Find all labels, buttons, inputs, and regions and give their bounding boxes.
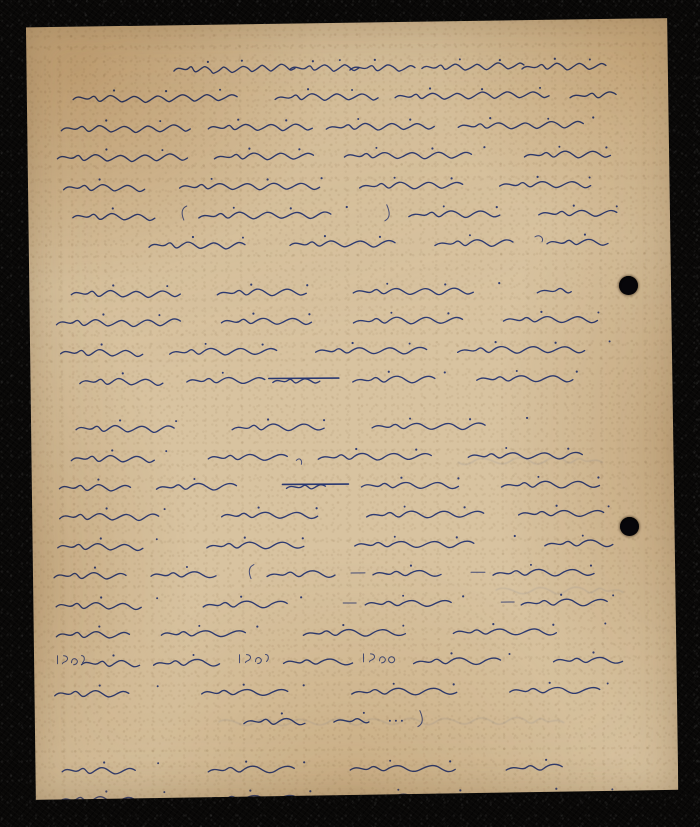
- manuscript-page: [25, 18, 679, 800]
- text-line: [59, 751, 644, 784]
- line-transcription: [643, 703, 644, 704]
- ink-strokes: [70, 84, 622, 108]
- paragraph: [57, 410, 644, 737]
- ink-strokes: [57, 502, 637, 527]
- ink-strokes: [68, 443, 630, 467]
- text-line: [59, 674, 644, 707]
- text-line: [56, 274, 641, 307]
- text-line-closing-parenthesis: [59, 703, 644, 736]
- ink-strokes: [54, 142, 632, 167]
- line-transcription: [640, 197, 641, 198]
- text-line: [56, 168, 641, 201]
- text-line: [57, 439, 642, 472]
- paragraph: [55, 50, 641, 259]
- text-line: [56, 227, 641, 260]
- ink-strokes: [60, 172, 635, 197]
- handwriting-block: [25, 18, 679, 800]
- line-transcription: [643, 674, 644, 675]
- text-line: [55, 138, 640, 171]
- text-line: [57, 333, 642, 366]
- text-line: [58, 615, 643, 648]
- paragraph: [56, 274, 642, 395]
- line-transcription: [642, 615, 643, 616]
- line-transcription: [639, 138, 640, 139]
- ink-strokes: [53, 619, 637, 644]
- ink-strokes: [56, 472, 634, 497]
- ink-strokes: [58, 755, 598, 779]
- line-transcription: [643, 780, 644, 781]
- ink-strokes: [58, 113, 626, 137]
- line-transcription: [639, 50, 640, 51]
- text-line-with-strikethrough: [57, 362, 642, 395]
- ink-strokes: [67, 278, 597, 302]
- ink-strokes: [53, 590, 641, 615]
- text-line-with-strikethrough: [57, 468, 642, 501]
- text-line: [58, 586, 643, 619]
- line-transcription: [640, 227, 641, 228]
- text-line-with-dates: [58, 645, 643, 678]
- ink-strokes: [55, 531, 639, 556]
- text-line: [58, 527, 643, 560]
- ink-strokes: [53, 307, 631, 332]
- text-line: [55, 80, 640, 113]
- line-transcription: [642, 645, 643, 646]
- text-line: [57, 410, 642, 443]
- ink-strokes: [52, 678, 644, 703]
- text-line: [56, 303, 641, 336]
- line-transcription: [642, 556, 643, 557]
- ink-strokes: [58, 337, 638, 362]
- line-transcription: [640, 303, 641, 304]
- line-transcription: [639, 109, 640, 110]
- text-line-with-parenthetical: [58, 556, 643, 589]
- line-transcription: [641, 333, 642, 334]
- ink-strokes: [170, 54, 630, 78]
- ink-strokes-with-parenthesis: [51, 560, 643, 585]
- line-transcription: [640, 168, 641, 169]
- ink-strokes-with-parenthesis: [69, 201, 637, 225]
- line-transcription: [640, 274, 641, 275]
- text-line: [56, 197, 641, 230]
- ink-strokes: [72, 414, 594, 438]
- text-line: [55, 109, 640, 142]
- line-transcription: [639, 80, 640, 81]
- text-line: [58, 498, 643, 531]
- punch-hole-upper: [619, 276, 638, 295]
- line-transcription: [642, 527, 643, 528]
- line-transcription: [641, 468, 642, 469]
- line-transcription: [642, 498, 643, 499]
- punch-hole-lower: [620, 517, 639, 536]
- line-transcription: [642, 586, 643, 587]
- ink-strokes-with-dates: [53, 649, 649, 674]
- ink-strokes: [145, 231, 625, 255]
- line-transcription: [641, 410, 642, 411]
- line-transcription: [641, 362, 642, 363]
- line-transcription: [641, 439, 642, 440]
- ink-strokes: [77, 366, 622, 390]
- ink-strokes: [234, 709, 444, 731]
- line-transcription: [643, 751, 644, 752]
- text-line: [55, 50, 640, 83]
